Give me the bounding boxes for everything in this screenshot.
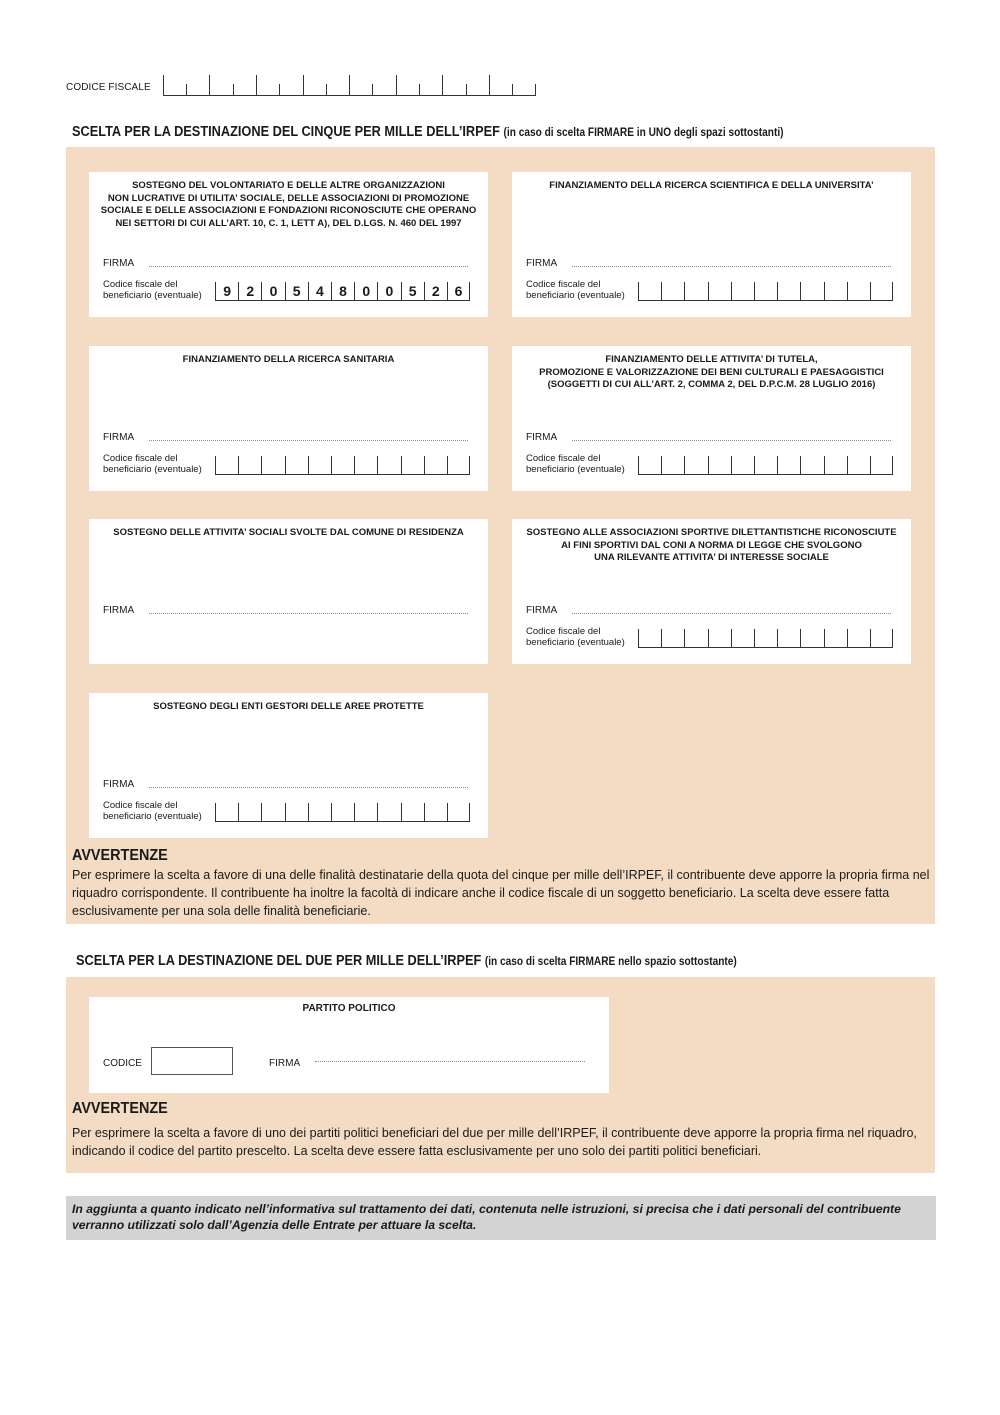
firma-label: FIRMA	[526, 605, 558, 616]
cf-digit-cell	[308, 803, 331, 821]
cf-digit-cell	[708, 282, 731, 300]
cinque-box-3	[89, 346, 488, 491]
cf-digit-cell	[424, 803, 447, 821]
cf-digit-cell: 6	[447, 282, 470, 300]
cf-digit-cell	[800, 456, 823, 474]
cf-digit-cell	[847, 629, 870, 647]
firma-label: FIRMA	[103, 432, 135, 443]
cf-digit-cell	[847, 456, 870, 474]
codice-fiscale-cell	[279, 84, 302, 95]
cf-digit-cell	[308, 456, 331, 474]
cf-digit-cell	[401, 456, 424, 474]
avvertenze-due-title: AVVERTENZE	[72, 1100, 168, 1117]
codice-fiscale-cell	[489, 75, 512, 95]
firma-label: FIRMA	[526, 432, 558, 443]
cf-beneficiario-label: Codice fiscale del beneficiario (eventuale)	[103, 453, 202, 475]
cf-beneficiario-label: Codice fiscale del beneficiario (eventuale)	[103, 279, 202, 301]
cf-digit-cell	[661, 456, 684, 474]
cf-digit-cell	[661, 282, 684, 300]
cf-digit-cell	[285, 803, 308, 821]
firma-label: FIRMA	[526, 258, 558, 269]
cf-digit-cell	[377, 803, 400, 821]
firma-field[interactable]	[572, 605, 891, 614]
cinque-box-title: SOSTEGNO ALLE ASSOCIAZIONI SPORTIVE DILETTANTISTICHE RICONOSCIUTE AI FINI SPORTIVI DAL CONI A NORMA DI LEGGE CHE SVOLGONO UNA RILEVANTE ATTIVITA’ DI INTERESSE SOCIALE	[526, 527, 897, 563]
codice-fiscale-cell	[186, 84, 209, 95]
firma-field[interactable]	[572, 432, 891, 441]
cf-digit-cell	[215, 456, 238, 474]
cf-beneficiario-row	[526, 454, 893, 475]
codice-fiscale-cell	[233, 84, 256, 95]
firma-row	[103, 432, 468, 443]
firma-label: FIRMA	[103, 605, 135, 616]
cf-beneficiario-input[interactable]	[215, 803, 470, 822]
firma-label: FIRMA	[103, 258, 135, 269]
codice-fiscale-cell	[396, 75, 419, 95]
cf-digit-cell	[638, 282, 661, 300]
due-title-note: (in caso di scelta FIRMARE nello spazio sottostante)	[484, 956, 737, 968]
cinque-box-4	[512, 346, 911, 491]
cf-beneficiario-label: Codice fiscale del beneficiario (eventuale)	[103, 800, 202, 822]
cf-digit-cell: 5	[285, 282, 308, 300]
codice-fiscale-input[interactable]	[163, 75, 536, 96]
cf-digit-cell: 2	[238, 282, 261, 300]
cf-beneficiario-row	[526, 280, 893, 301]
cf-digit-cell	[870, 282, 893, 300]
cf-digit-cell	[824, 282, 847, 300]
cf-digit-cell	[731, 629, 754, 647]
cf-digit-cell	[800, 629, 823, 647]
cinque-box-7	[89, 693, 488, 838]
cf-digit-cell	[661, 629, 684, 647]
cf-beneficiario-row	[526, 627, 893, 648]
cf-digit-cell	[708, 456, 731, 474]
cf-digit-cell	[261, 456, 284, 474]
cinque-box-title: SOSTEGNO DEL VOLONTARIATO E DELLE ALTRE ORGANIZZAZIONI NON LUCRATIVE DI UTILITA’ SOCIALE, DELLE ASSOCIAZIONI DI PROMOZIONE SOCIALE E DELLE ASSOCIAZIONI E FONDAZIONI RICONOSCIUTE CHE OPERANO NEI SETTORI DI CUI ALL’ART. 10, C. 1, LETT A), DEL D.LGS. N. 460 DEL 1997	[100, 180, 477, 229]
cf-beneficiario-row	[103, 454, 470, 475]
cf-digit-cell	[331, 803, 354, 821]
codice-fiscale-cell	[256, 75, 279, 95]
codice-fiscale-cell	[512, 84, 535, 95]
cf-digit-cell	[377, 456, 400, 474]
codice-fiscale-cell	[372, 84, 395, 95]
cf-digit-cell	[684, 456, 707, 474]
cf-digit-cell	[638, 629, 661, 647]
codice-fiscale-row	[66, 74, 536, 96]
cf-digit-cell	[215, 803, 238, 821]
firma-field[interactable]	[149, 432, 468, 441]
cf-digit-cell	[708, 629, 731, 647]
cinque-box-1	[89, 172, 488, 317]
codice-fiscale-cell	[209, 75, 232, 95]
codice-fiscale-cell	[442, 75, 465, 95]
cf-digit-cell: 0	[261, 282, 284, 300]
due-firma-label: FIRMA	[269, 1058, 301, 1069]
cf-digit-cell: 4	[308, 282, 331, 300]
cf-digit-cell	[777, 629, 800, 647]
cf-beneficiario-row	[103, 801, 470, 822]
cf-digit-cell	[870, 629, 893, 647]
cf-beneficiario-row	[103, 280, 470, 301]
cf-digit-cell	[800, 282, 823, 300]
privacy-notice: In aggiunta a quanto indicato nell’informativa sul trattamento dei dati, contenuta nelle istruzioni, si precisa che i dati personali del contribuente verranno utilizzati solo dall’Agenzia delle Entrate per attuare la scelta.	[66, 1196, 936, 1240]
codice-fiscale-cell	[326, 84, 349, 95]
cf-digit-cell: 8	[331, 282, 354, 300]
codice-partito-input[interactable]	[151, 1047, 233, 1075]
firma-row	[103, 258, 468, 269]
codice-fiscale-cell	[419, 84, 442, 95]
cf-digit-cell	[824, 629, 847, 647]
cf-digit-cell	[447, 803, 470, 821]
codice-fiscale-cell	[466, 84, 489, 95]
firma-row	[526, 605, 891, 616]
cinque-box-title: FINANZIAMENTO DELLA RICERCA SCIENTIFICA E DELLA UNIVERSITA’	[549, 180, 874, 191]
cf-digit-cell: 2	[424, 282, 447, 300]
cf-digit-cell	[261, 803, 284, 821]
cf-digit-cell	[424, 456, 447, 474]
due-per-mille-title	[76, 953, 737, 969]
cinque-box-title: SOSTEGNO DEGLI ENTI GESTORI DELLE AREE PROTETTE	[153, 701, 424, 712]
codice-fiscale-cell	[303, 75, 326, 95]
cinque-box-title: SOSTEGNO DELLE ATTIVITA’ SOCIALI SVOLTE DAL COMUNE DI RESIDENZA	[113, 527, 464, 538]
cinque-box-2	[512, 172, 911, 317]
due-firma-field[interactable]	[315, 1061, 585, 1062]
cf-beneficiario-input[interactable]	[215, 282, 470, 301]
firma-row	[103, 605, 468, 616]
firma-row	[103, 779, 468, 790]
cf-digit-cell	[684, 282, 707, 300]
cf-digit-cell: 5	[401, 282, 424, 300]
cf-digit-cell	[777, 456, 800, 474]
cf-digit-cell: 0	[354, 282, 377, 300]
cf-digit-cell	[238, 803, 261, 821]
cf-digit-cell	[238, 456, 261, 474]
avvertenze-cinque-title: AVVERTENZE	[72, 847, 168, 864]
partito-politico-title: PARTITO POLITICO	[302, 1003, 396, 1014]
firma-field[interactable]	[149, 779, 468, 788]
cf-beneficiario-label: Codice fiscale del beneficiario (eventuale)	[526, 626, 625, 648]
firma-field[interactable]	[149, 605, 468, 614]
cf-digit-cell	[731, 456, 754, 474]
cf-digit-cell	[754, 282, 777, 300]
firma-field[interactable]	[149, 258, 468, 267]
cf-digit-cell	[447, 456, 470, 474]
firma-row	[526, 432, 891, 443]
cf-digit-cell	[731, 282, 754, 300]
cf-digit-cell	[354, 456, 377, 474]
cf-digit-cell	[870, 456, 893, 474]
cinque-title-text: SCELTA PER LA DESTINAZIONE DEL CINQUE PER MILLE DELL’IRPEF	[72, 124, 500, 140]
cf-beneficiario-label: Codice fiscale del beneficiario (eventuale)	[526, 279, 625, 301]
cf-digit-cell	[847, 282, 870, 300]
cf-digit-cell	[354, 803, 377, 821]
cinque-per-mille-title	[72, 124, 784, 140]
cf-digit-cell	[754, 629, 777, 647]
cf-beneficiario-label: Codice fiscale del beneficiario (eventuale)	[526, 453, 625, 475]
codice-label: CODICE	[103, 1058, 142, 1069]
cf-beneficiario-input[interactable]	[638, 282, 893, 301]
cinque-title-note: (in caso di scelta FIRMARE in UNO degli spazi sottostanti)	[503, 127, 784, 139]
cinque-box-title: FINANZIAMENTO DELLE ATTIVITA’ DI TUTELA, PROMOZIONE E VALORIZZAZIONE DEI BENI CULTURALI E PAESAGGISTICI (SOGGETTI DI CUI ALL’ART. 2, COMMA 2, DEL D.P.C.M. 28 LUGLIO 2016)	[539, 354, 884, 390]
cf-digit-cell	[331, 456, 354, 474]
cf-beneficiario-input[interactable]	[638, 629, 893, 648]
firma-field[interactable]	[572, 258, 891, 267]
avvertenze-due-text: Per esprimere la scelta a favore di uno dei partiti politici beneficiari del due per mille dell’IRPEF, il contribuente deve apporre la propria firma nel riquadro, indicando il codice del partito prescelto. La scelta deve essere fatta esclusivamente per uno solo dei partiti politici beneficiari.	[72, 1126, 917, 1158]
cf-digit-cell	[684, 629, 707, 647]
partito-politico-box	[89, 997, 609, 1093]
cinque-box-6	[512, 519, 911, 664]
codice-fiscale-cell	[349, 75, 372, 95]
cinque-box-5	[89, 519, 488, 664]
firma-row	[526, 258, 891, 269]
cf-digit-cell	[285, 456, 308, 474]
cf-digit-cell	[638, 456, 661, 474]
cf-beneficiario-input[interactable]	[638, 456, 893, 475]
cf-digit-cell	[777, 282, 800, 300]
due-title-text: SCELTA PER LA DESTINAZIONE DEL DUE PER MILLE DELL’IRPEF	[76, 953, 482, 969]
firma-label: FIRMA	[103, 779, 135, 790]
cf-digit-cell	[401, 803, 424, 821]
cf-digit-cell: 0	[377, 282, 400, 300]
codice-fiscale-label: CODICE FISCALE	[66, 82, 151, 93]
cf-digit-cell: 9	[215, 282, 238, 300]
cf-digit-cell	[824, 456, 847, 474]
codice-fiscale-cell	[163, 75, 186, 95]
avvertenze-cinque-text: Per esprimere la scelta a favore di una delle finalità destinatarie della quota del cinque per mille dell’IRPEF, il contribuente deve apporre la propria firma nel riquadro corrispondente. Il contribuente ha inoltre la facoltà di indicare anche il codice fiscale di un soggetto beneficiario. La scelta deve essere fatta esclusivamente per una sola delle finalità beneficiarie.	[72, 868, 930, 918]
cf-beneficiario-input[interactable]	[215, 456, 470, 475]
cf-digit-cell	[754, 456, 777, 474]
cinque-box-title: FINANZIAMENTO DELLA RICERCA SANITARIA	[182, 354, 395, 365]
